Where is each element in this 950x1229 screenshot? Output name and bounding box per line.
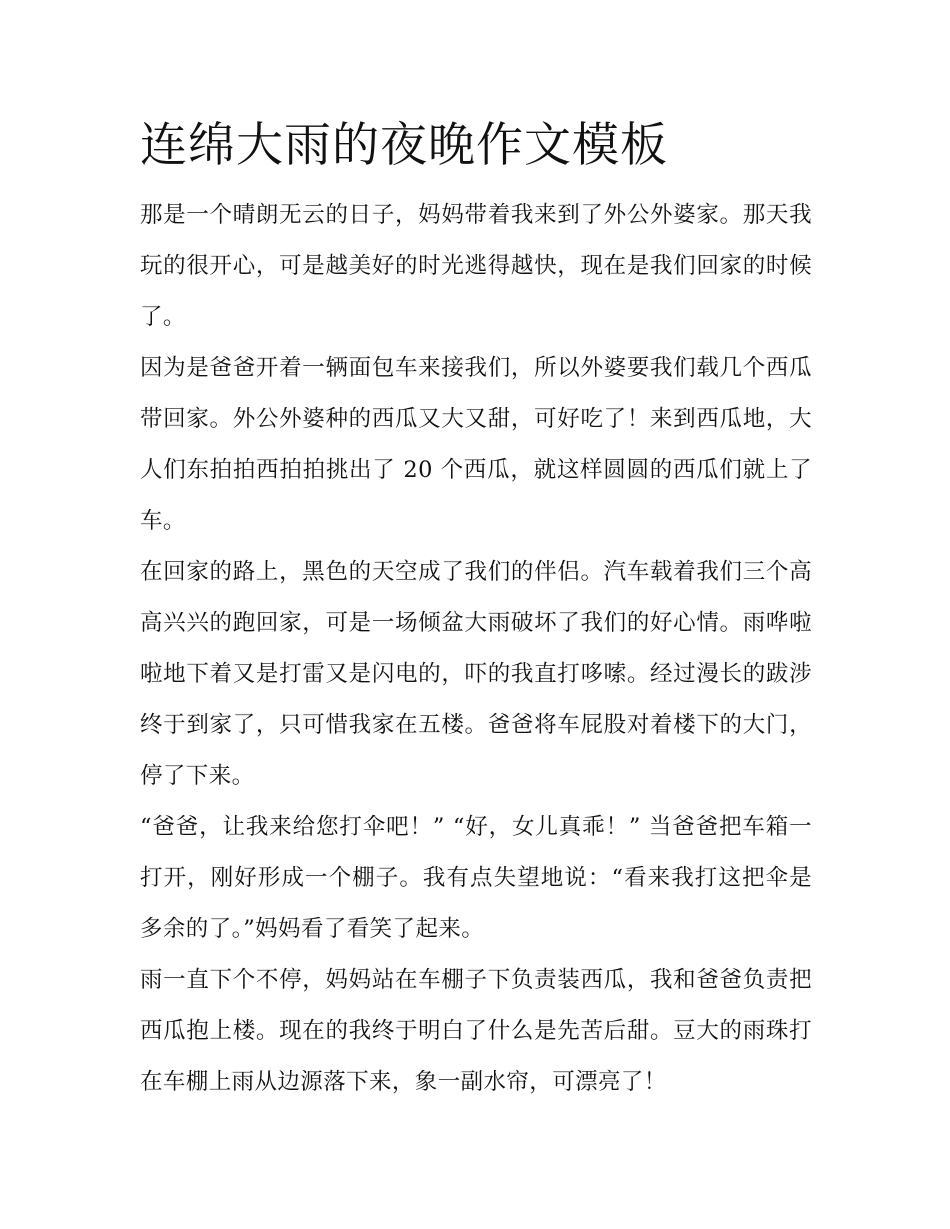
document-page bbox=[140, 112, 812, 1108]
paragraph-2: 因为是爸爸开着一辆面包车来接我们，所以外婆要我们载几个西瓜带回家。外公外婆种的西瓜又大又甜，可好吃了！来到西瓜地，大人们东拍拍西拍拍挑出了 20 个西瓜，就这样圆圆的西瓜们就上了车。 bbox=[140, 355, 812, 534]
paragraph-3: 在回家的路上，黑色的天空成了我们的伴侣。汽车载着我们三个高高兴兴的跑回家，可是一场倾盆大雨破坏了我们的好心情。雨哗啦啦地下着又是打雷又是闪电的，吓的我直打哆嗦。经过漫长的跋涉终于到家了，只可惜我家在五楼。爸爸将车屁股对着楼下的大门，停了下来。 bbox=[140, 559, 812, 789]
paragraph-5: 雨一直下个不停，妈妈站在车棚子下负责装西瓜，我和爸爸负责把西瓜抱上楼。现在的我终于明白了什么是先苦后甜。豆大的雨珠打在车棚上雨从边源落下来，象一副水帘，可漂亮了！ bbox=[140, 967, 812, 1095]
paragraph-4: “爸爸，让我来给您打伞吧！” “好，女儿真乖！” 当爸爸把车箱一打开，刚好形成一个棚子。我有点失望地说：“看来我打这把伞是多余的了。”妈妈看了看笑了起来。 bbox=[140, 814, 812, 942]
paragraph-1: 那是一个晴朗无云的日子，妈妈带着我来到了外公外婆家。那天我玩的很开心，可是越美好的时光逃得越快，现在是我们回家的时候了。 bbox=[140, 202, 812, 330]
document-title: 连绵大雨的夜晚作文模板 bbox=[140, 118, 668, 173]
